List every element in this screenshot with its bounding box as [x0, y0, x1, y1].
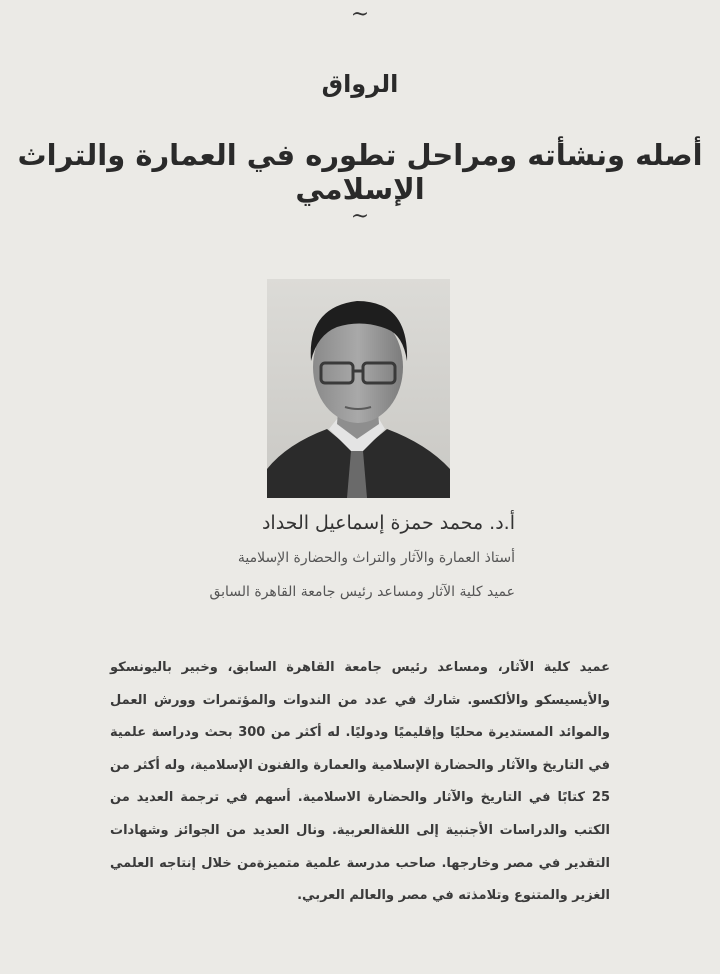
- author-portrait-icon: [267, 279, 450, 498]
- middle-ornament: ~: [350, 204, 370, 229]
- author-photo: [267, 279, 450, 498]
- article-title: الرواق: [321, 70, 399, 98]
- author-position-dean: عميد كلية الآثار ومساعد رئيس جامعة القاهرة السابق: [209, 584, 515, 600]
- top-ornament: ~: [350, 2, 370, 27]
- author-name: أ.د. محمد حمزة إسماعيل الحداد: [261, 512, 515, 534]
- article-subtitle: أصله ونشأته ومراحل تطوره في العمارة والتراث الإسلامي: [17, 138, 703, 206]
- author-bio: عميد كلية الآثار، ومساعد رئيس جامعة القاهرة السابق، وخبير باليونسكو والأيسيسكو والألكسو. شارك في عدد من الندوات والمؤتمرات وورش العمل والموائد المستديرة محليًا وإقليميًا ودوليًا. له أكثر من 300 بحث ودراسة علمية في التاريخ والآثار والحضارة الإسلامية والعمارة والفنون الإسلامية، وله أكثر من 25 كتابًا في التاريخ والآثار والحضارة الاسلامية. أسهم في ترجمة العديد من الكتب والدراسات الأجنبية إلى اللغةالعربية. ونال العديد من الجوائز وشهادات التقدير في مصر وخارجها. صاحب مدرسة علمية متميزةمن خلال إنتاجه العلمي الغزير والمتنوع وتلامذته في مصر والعالم العربي.: [110, 660, 610, 904]
- author-position-professor: أستاذ العمارة والآثار والتراث والحضارة الإسلامية: [237, 550, 515, 566]
